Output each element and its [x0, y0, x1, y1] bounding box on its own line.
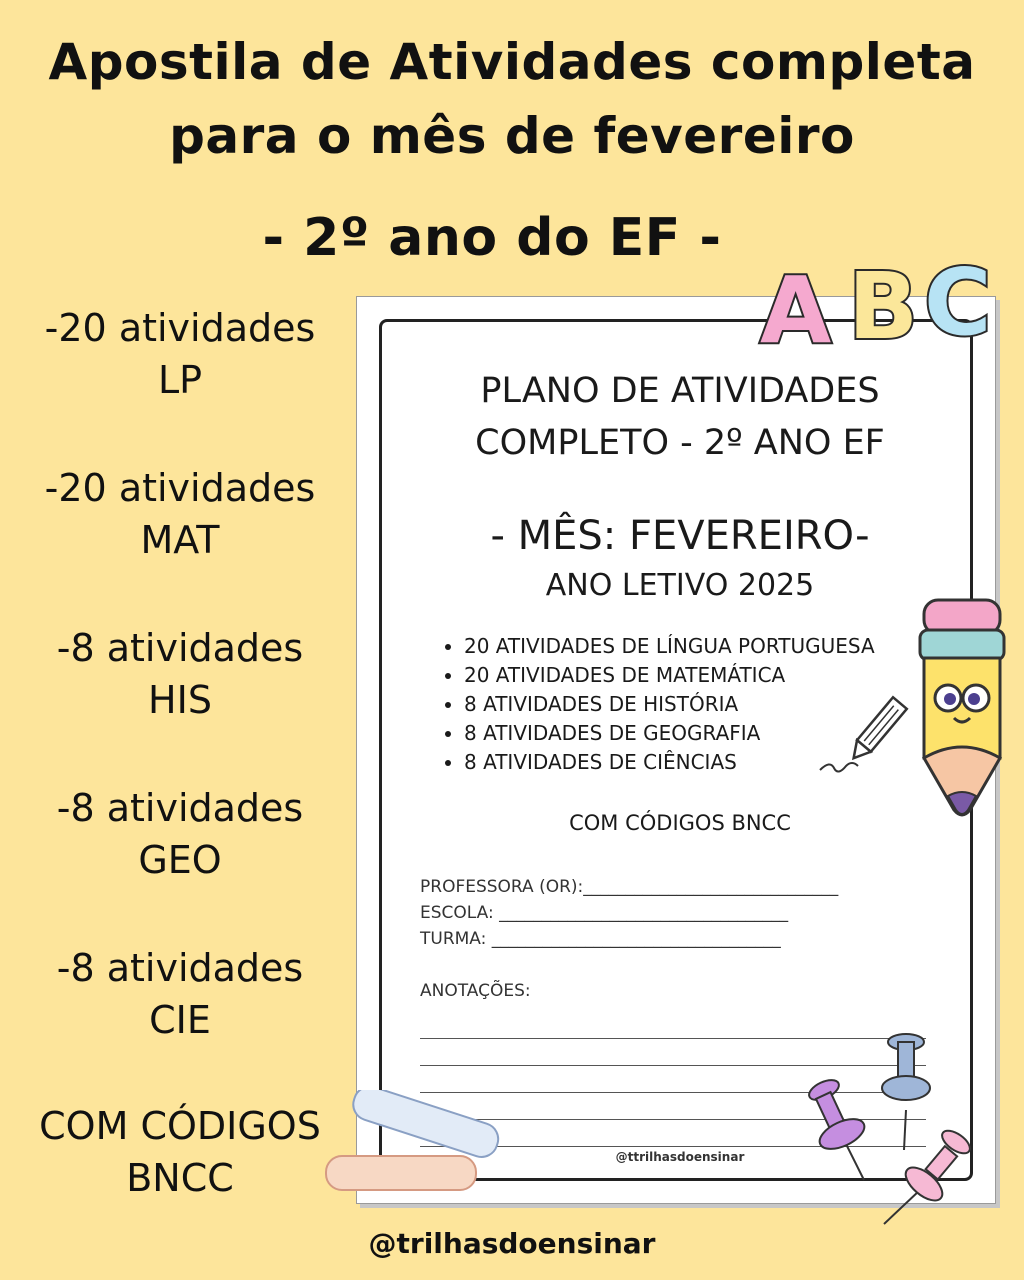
small-pencil-icon	[816, 690, 912, 780]
letter-c: C	[924, 249, 992, 356]
summary-footer	[10, 1100, 350, 1204]
summary-count: -8 atividades	[56, 626, 304, 670]
summary-subject: CIE	[149, 998, 211, 1042]
chalk-icon	[322, 1090, 512, 1210]
summary-item-cie	[10, 942, 350, 1046]
list-item: • 8 ATIVIDADES DE CIÊNCIAS	[464, 748, 875, 777]
pencil-character-icon	[912, 596, 1012, 826]
school-field: ESCOLA: __________________________________	[420, 903, 789, 923]
letter-a: A	[760, 257, 832, 356]
sheet-year: ANO LETIVO 2025	[545, 568, 815, 603]
summary-count: -20 atividades	[44, 306, 316, 350]
summary-subject: LP	[157, 358, 203, 402]
summary-footer-line-1: COM CÓDIGOS	[39, 1104, 321, 1148]
title-line-3: - 2º ano do EF -	[262, 208, 722, 268]
summary-footer-line-2: BNCC	[126, 1156, 234, 1200]
letter-b: B	[848, 253, 919, 356]
summary-count: -8 atividades	[56, 786, 304, 830]
teacher-field: PROFESSORA (OR):______________________________	[420, 877, 839, 897]
sheet-heading-1: PLANO DE ATIVIDADES	[480, 371, 880, 411]
summary-count: -8 atividades	[56, 946, 304, 990]
list-item: • 8 ATIVIDADES DE GEOGRAFIA	[464, 719, 875, 748]
list-item: • 20 ATIVIDADES DE LÍNGUA PORTUGUESA	[464, 632, 875, 661]
summary-count: -20 atividades	[44, 466, 316, 510]
summary-subject: GEO	[138, 838, 222, 882]
list-item: • 8 ATIVIDADES DE HISTÓRIA	[464, 690, 875, 719]
summary-item-geo	[10, 782, 350, 886]
sheet-month: - MÊS: FEVEREIRO-	[490, 513, 870, 559]
summary-subject: MAT	[140, 518, 220, 562]
sheet-form-fields	[420, 874, 838, 952]
title-line-2: para o mês de fevereiro	[169, 107, 855, 165]
push-pin-icon	[800, 1030, 980, 1230]
list-item: • 20 ATIVIDADES DE MATEMÁTICA	[464, 661, 875, 690]
sheet-handle: @ttrilhasdoensinar	[615, 1150, 745, 1164]
notes-label: ANOTAÇÕES:	[420, 981, 531, 1001]
summary-item-lp	[10, 302, 350, 406]
footer-handle: @trilhasdoensinar	[368, 1227, 656, 1260]
sheet-activity-list	[440, 632, 875, 777]
sheet-heading-2: COMPLETO - 2º ANO EF	[475, 423, 885, 463]
abc-letters-icon	[756, 246, 1006, 356]
summary-item-his	[10, 622, 350, 726]
title-line-1: Apostila de Atividades completa	[48, 33, 976, 91]
sheet-bncc-label: COM CÓDIGOS BNCC	[569, 811, 791, 835]
summary-subject: HIS	[148, 678, 212, 722]
class-field: TURMA: __________________________________	[420, 929, 781, 949]
summary-item-mat	[10, 462, 350, 566]
